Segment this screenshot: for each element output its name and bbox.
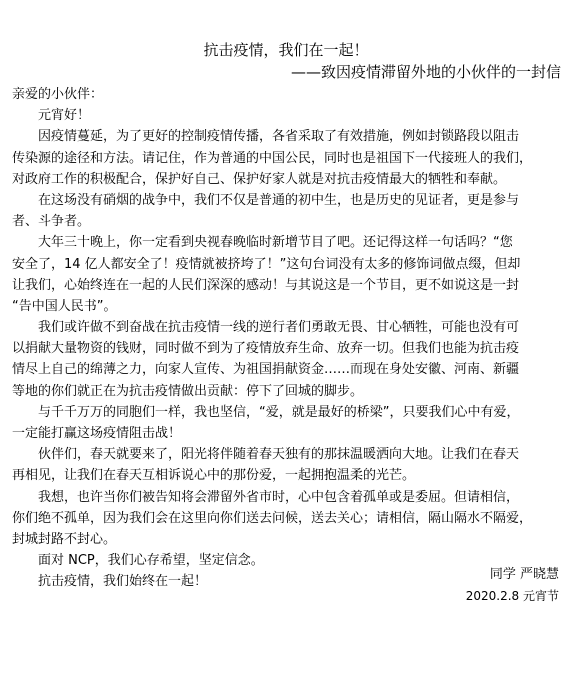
- body-line: 封城封路不封心。: [12, 531, 117, 547]
- body-line: 以捐献大量物资的钱财，同时做不到为了疫情放弃生命、放弃一切。但我们也能为抗击疫: [12, 341, 520, 357]
- body-line: 情尽上自己的绵薄之力，向家人宣传、为祖国捐献资金……而现在身处安徽、河南、新疆: [12, 362, 520, 378]
- salutation: 亲爱的小伙伴：: [12, 87, 104, 102]
- body-line: 安全了，14 亿人都安全了！疫情就被挤垮了！”这句台词没有太多的修饰词做点缀，但却: [12, 256, 521, 272]
- body-line: 与千千万万的同胞们一样，我也坚信，“爱，就是最好的桥梁”，只要我们心中有爱，: [38, 404, 520, 420]
- letter-body: [12, 84, 560, 593]
- letter-date: 2020.2.8 元宵节: [465, 589, 559, 603]
- greeting-line: 元宵好！: [38, 108, 91, 124]
- body-line: 传染源的途径和方法。请记住，作为普通的中国公民，同时也是祖国下一代接班人的我们，: [12, 150, 533, 166]
- body-line: 在这场没有硝烟的战争中，我们不仅是普通的初中生，也是历史的见证者，更是参与: [38, 192, 520, 208]
- body-line: 者、斗争者。: [12, 214, 91, 230]
- closing-line: 抗击疫情，我们始终在一起！: [38, 574, 208, 590]
- body-line: 你们绝不孤单，因为我们会在这里向你们送去问候，送去关心；请相信，隔山隔水不隔爱，: [12, 510, 533, 526]
- body-line: 一定能打赢这场疫情阻击战！: [12, 426, 182, 441]
- body-line: 对政府工作的积极配合，保护好自己、保护好家人就是对抗击疫情最大的牺牲和奉献。: [12, 171, 507, 187]
- body-line: 我想，也许当你们被告知将会滞留外省市时，心中包含着孤单或是委屈。但请相信，: [38, 489, 520, 505]
- signature: 同学 严晓慧: [489, 567, 559, 582]
- body-line: 等地的你们就正在为抗击疫情做出贡献：停下了回城的脚步。: [12, 383, 364, 399]
- letter-title: 抗击疫情，我们在一起！: [203, 41, 369, 59]
- body-line: 伙伴们，春天就要来了，阳光将伴随着春天独有的那抹温暖洒向大地。让我们在春天: [38, 447, 520, 463]
- body-line: 我们或许做不到奋战在抗击疫情一线的逆行者们勇敢无畏、甘心牺牲，可能也没有可: [38, 320, 520, 336]
- body-line: 面对 NCP，我们心存希望，坚定信念。: [38, 553, 264, 569]
- body-line: 再相见，让我们在春天互相诉说心中的那份爱，一起拥抱温柔的光芒。: [12, 468, 416, 484]
- body-line: “告中国人民书”。: [12, 298, 117, 314]
- body-line: 因疫情蔓延，为了更好的控制疫情传播，各省采取了有效措施，例如封锁路段以阻击: [38, 129, 520, 145]
- body-line: 让我们，心始终连在一起的人民们深深的感动！与其说这是一个节目，更不如说这是一封: [12, 277, 520, 293]
- body-line: 大年三十晚上，你一定看到央视春晚临时新增节目了吧。还记得这样一句话吗？“您: [38, 235, 513, 251]
- letter-subtitle: ——致因疫情滞留外地的小伙伴的一封信: [290, 63, 561, 81]
